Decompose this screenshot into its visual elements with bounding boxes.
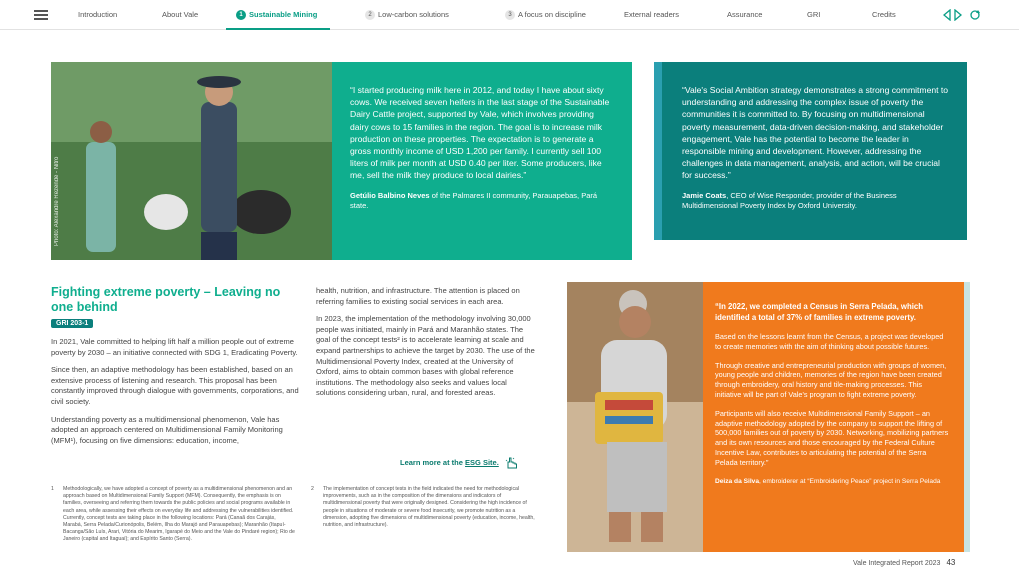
page-footer: [853, 558, 955, 567]
farmers-illustration: [51, 62, 333, 260]
photo-credit: Photo: Alexandre Rezende - Nitro: [54, 156, 60, 246]
quote-text: “I started producing milk here in 2012, and today I have about sixty cows. We received seven heifers in the last stage of the Sustainable Dairy Cattle project, supported by Vale, which involves providing dairy cows to 15 families in the region. The goal is to increase milk production on these properties. The expectation is to generate a gross monthly income of USD 1,200 per family. I currently sell 100 liters of milk per month at USD 0.40 per liter. Some producers, like me, sell the milk they produce to local dairies.”: [350, 85, 610, 181]
accent-bar: [964, 282, 970, 552]
nav-about-vale[interactable]: About Vale: [162, 10, 199, 19]
paragraph: In 2021, Vale committed to helping lift half a million people out of extreme poverty by 2030 – an initiative connected with SDG 1, Eradicating Poverty.: [51, 337, 298, 357]
nav-focus-on-discipline[interactable]: 3 A focus on discipline: [505, 10, 586, 20]
nav-number-badge: 2: [365, 10, 375, 20]
nav-gri[interactable]: GRI: [807, 10, 821, 19]
embroiderer-illustration: [567, 282, 703, 552]
farmers-photo: [51, 62, 333, 260]
section-title: Fighting extreme poverty – Leaving no one behind: [51, 285, 281, 314]
accent-bar: [654, 62, 662, 240]
nav-arrows: [943, 9, 987, 21]
nav-number-badge: 1: [236, 10, 246, 20]
top-nav: [0, 0, 1019, 30]
paragraph: In 2023, the implementation of the methodology involving 30,000 people was initiated, mainly in Pará and Maranhão states. The goal of the concept tests² is to accelerate learning at scale and expand partnerships to achieve the target by 2030. The use of the Multidimensional Poverty Index, created at the University of Oxford, aims to obtain common bases with global reference institutions. The methodology also seeks and values local solutions considering urban, rural, and forested areas.: [316, 314, 535, 398]
prev-icon[interactable]: [943, 9, 953, 21]
nav-sustainable-mining[interactable]: 1 Sustainable Mining: [236, 10, 317, 20]
paragraph: Since then, an adaptive methodology has been established, based on an extensive process of listening and research. This proposal has been constantly improved through dialogue with governments, corporations, and civil society.: [51, 365, 299, 406]
footnote-1: 1 Methodologically, we have adopted a concept of poverty as a multidimensional phenomenon and an approach based on Multidimensional Family Support (MFM). Consequently, the emphasis is on families, overseeing and referring them towards the public policies and social programs available in each area, while assessing their effects on everyday life and addressing the vulnerabilities identified. Currently, concept tests are taking place in the following locations: Pará (Canaã dos Carajás, Marabá, Serra Pelada/Curionópolis, Belém, Ilha do Marajó and Parauapebas); Maranhão (Itapuí-Bacanga/São Luís, Arari, Vitória do Mearim, Igarapé do Meio and the Vale do Pindaré region); Rio de Janeiro (capital and Itaguaí); and Espírito Santo (Serra).: [51, 486, 295, 543]
refresh-icon[interactable]: [971, 10, 980, 19]
quote-text: “Vale's Social Ambition strategy demonstrates a strong commitment to understanding and addressing the complex issue of poverty the communities it is committed to. By focusing on multidimensional poverty measurement, data-driven decision-making, and stakeholder engagement, Vale has the potential to become the leader in responsible mining and development. However, addressing the challenges in data management, analysis, and action, will be crucial for success.”: [682, 85, 949, 181]
page-number: 43: [946, 558, 956, 567]
menu-icon[interactable]: [34, 10, 48, 20]
esg-site-link[interactable]: ESG Site.: [465, 457, 499, 467]
nav-introduction[interactable]: Introduction: [78, 10, 118, 19]
gri-badge: GRI 203-1: [51, 319, 93, 328]
nav-external-readers[interactable]: External readers: [624, 10, 680, 19]
paragraph: Based on the lessons learnt from the Census, a project was developed to create memories with the aim of thinking about possible futures.: [715, 332, 944, 351]
learn-more: Learn more at the ESG Site.: [400, 457, 518, 469]
paragraph: Participants will also receive Multidimensional Family Support – an adaptive methodology adopted by the company to support the lifting of 500,000 families out of poverty by 2030. Networking, mobilizing partners and its own resources and those encouraged by the Federal Culture Incentive Law, contributes to articulating the potential of the Serra Pelada territory.”: [715, 408, 949, 467]
active-tab-indicator: [226, 28, 330, 30]
paragraph: Through creative and entrepreneurial production with groups of women, young people and children, memories of the region have been created through embroidery, oral history and tile-making processes. This initiative will be part of Vale's program to fight extreme poverty.: [715, 360, 947, 399]
nav-assurance[interactable]: Assurance: [727, 10, 763, 19]
census-quote-panel: [703, 282, 967, 552]
quote-author: Deiza da Silva, embroiderer at “Embroidering Peace” project in Serra Pelada: [715, 477, 941, 485]
next-icon[interactable]: [954, 9, 964, 21]
nav-controls: [943, 9, 987, 24]
quote-box-wise-responder: [654, 62, 967, 240]
report-name: Vale Integrated Report 2023: [853, 560, 941, 567]
quote-lead: “In 2022, we completed a Census in Serra Pelada, which identified a total of 37% of families in extreme poverty.: [715, 302, 923, 322]
paragraph: health, nutrition, and infrastructure. The attention is placed on referring families to existing social services in each area.: [316, 286, 520, 306]
nav-credits[interactable]: Credits: [872, 10, 896, 19]
footnote-2: 2 The implementation of concept tests in the field indicated the need for methodological improvements, such as in the composition of the dimensions and indicators of multidimensional poverty that were originally designed. Considering the high incidence of people in situations of moderate or severe food insecurity, we promote nutrition as a dimension, adopting five dimensions of multidimensional poverty (education, income, health, nutrition, and infrastructure).: [311, 486, 535, 529]
body-column-2: [316, 286, 536, 406]
nav-number-badge: 3: [505, 10, 515, 20]
body-column-1: [51, 337, 306, 453]
pointer-hand-icon[interactable]: [504, 457, 518, 469]
quote-box-dairy: [332, 62, 632, 260]
quote-author: Getúlio Balbino Neves of the Palmares II community, Parauapebas, Pará state.: [350, 190, 598, 211]
paragraph: Understanding poverty as a multidimensional phenomenon, Vale has adopted an approach centered on Multidimensional Family Monitoring (MFM¹), focusing on five dimensions: education, income,: [51, 414, 283, 445]
nav-low-carbon-solutions[interactable]: 2 Low-carbon solutions: [365, 10, 449, 20]
embroiderer-photo: [567, 282, 703, 552]
quote-author: Jamie Coats, CEO of Wise Responder, provider of the Business Multidimensional Poverty Index by Oxford University.: [682, 190, 897, 211]
